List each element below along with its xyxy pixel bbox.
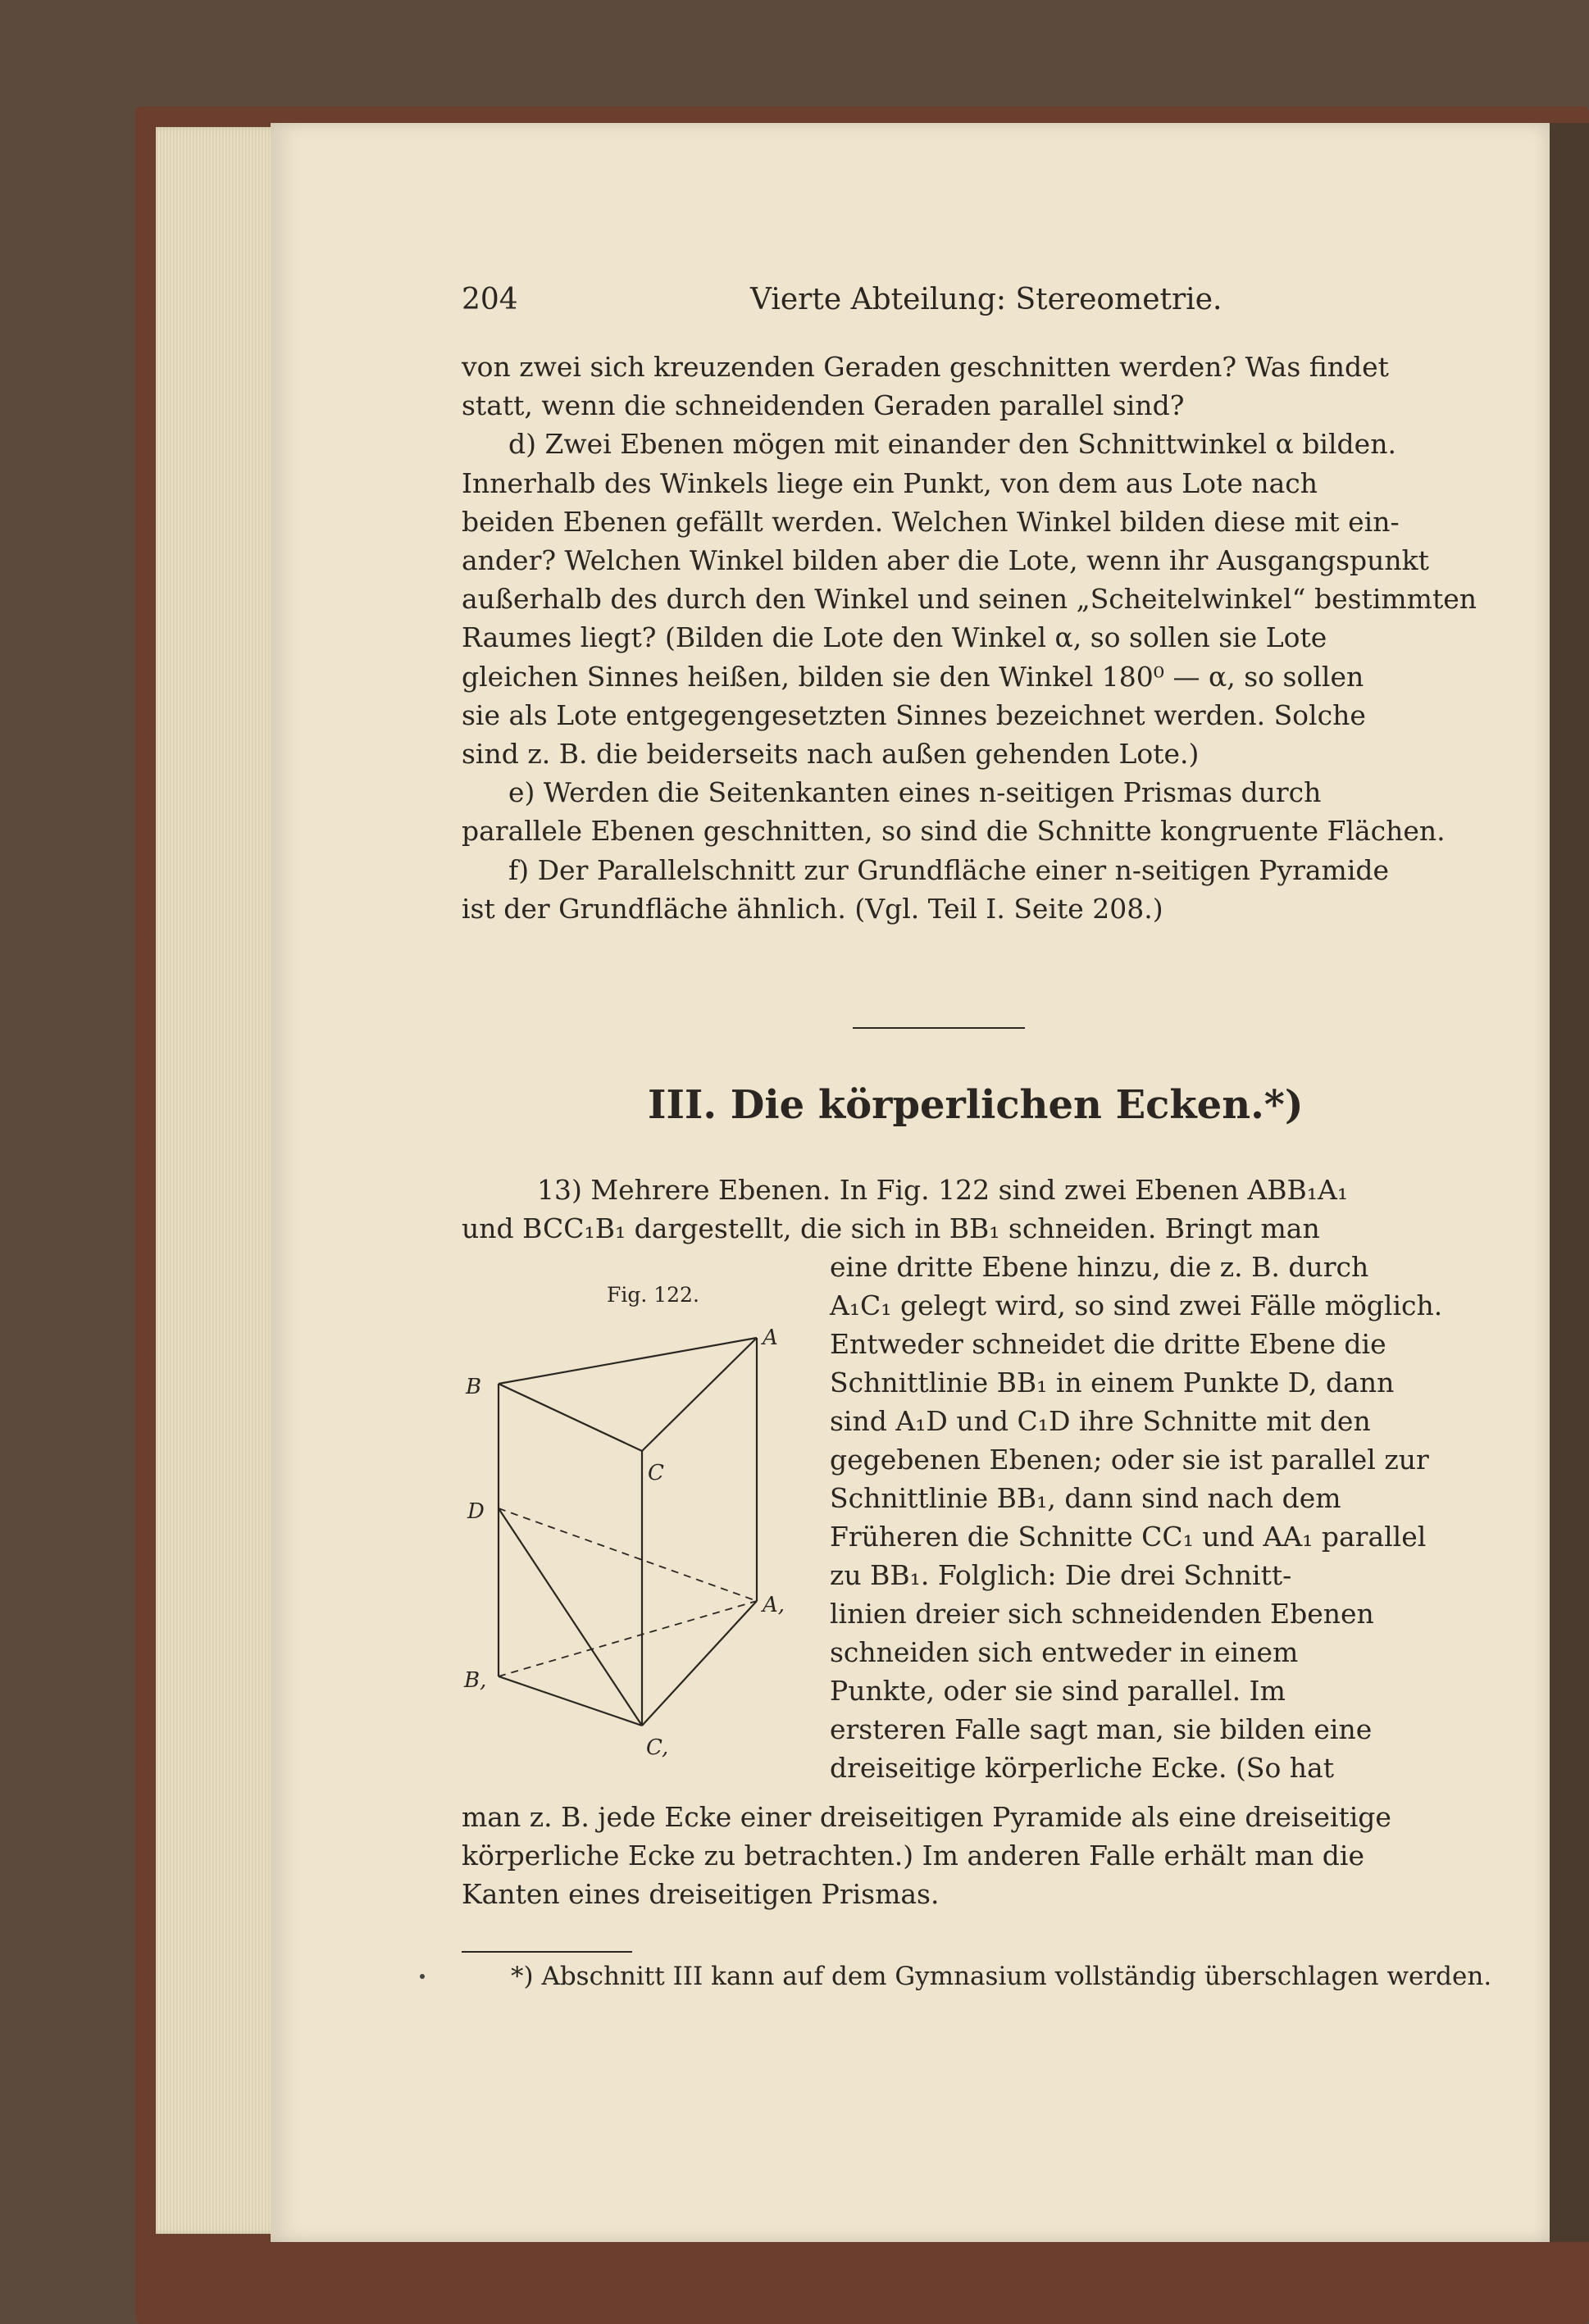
text-line: 13) Mehrere Ebenen. In Fig. 122 sind zwei Ebenen ABB₁A₁	[537, 1174, 1349, 1206]
text-line: statt, wenn die schneidenden Geraden parallel sind?	[462, 389, 1185, 422]
text-line: ersteren Falle sagt man, sie bilden eine	[830, 1713, 1373, 1745]
text-line: Raumes liegt? (Bilden die Lote den Winkel α, so sollen sie Lote	[462, 621, 1327, 654]
text-line: e) Werden die Seitenkanten eines n-seitigen Prismas durch	[508, 776, 1322, 809]
text-line: von zwei sich kreuzenden Geraden geschnitten werden? Was findet	[462, 351, 1389, 383]
label-B: B	[466, 1375, 482, 1399]
text-line: und BCC₁B₁ dargestellt, die sich in BB₁ schneiden. Bringt man	[462, 1212, 1320, 1244]
text-line: gleichen Sinnes heißen, bilden sie den Winkel 180⁰ — α, so sollen	[462, 660, 1364, 693]
text-line: Entweder schneidet die dritte Ebene die	[830, 1328, 1386, 1360]
edge-B1C1	[499, 1676, 642, 1726]
label-D: D	[467, 1499, 485, 1524]
text-line: linien dreier sich schneidenden Ebenen	[830, 1598, 1374, 1630]
edge-A1C1	[642, 1601, 757, 1726]
text-line: gegebenen Ebenen; oder sie ist parallel zur	[830, 1444, 1429, 1476]
section-heading: III. Die körperlichen Ecken.*)	[648, 1082, 1304, 1128]
text-line: ander? Welchen Winkel bilden aber die Lote, wenn ihr Ausgangspunkt	[462, 544, 1429, 576]
text-line: dreiseitige körperliche Ecke. (So hat	[830, 1752, 1334, 1784]
page-number: 204	[462, 283, 518, 316]
text-line: Schnittlinie BB₁, dann sind nach dem	[830, 1482, 1341, 1514]
figure-caption: Fig. 122.	[607, 1283, 699, 1307]
text-line: d) Zwei Ebenen mögen mit einander den Schnittwinkel α bilden.	[508, 428, 1396, 461]
text-line: sind A₁D und C₁D ihre Schnitte mit den	[830, 1405, 1371, 1437]
text-line: Punkte, oder sie sind parallel. Im	[830, 1675, 1286, 1707]
text-line: f) Der Parallelschnitt zur Grundfläche einer n-seitigen Pyramide	[508, 853, 1390, 886]
text-line: Früheren die Schnitte CC₁ und AA₁ parallel	[830, 1521, 1427, 1553]
hidden-edge-B1A1	[499, 1601, 757, 1676]
text-line: sie als Lote entgegengesetzten Sinnes bezeichnet werden. Solche	[462, 698, 1366, 731]
text-line: beiden Ebenen gefällt werden. Welchen Winkel bilden diese mit ein-	[462, 505, 1400, 538]
text-line: außerhalb des durch den Winkel und seinen „Scheitelwinkel“ bestimmten	[462, 583, 1477, 616]
text-line: man z. B. jede Ecke einer dreiseitigen Pyramide als eine dreiseitige	[462, 1801, 1391, 1833]
label-B1: B,	[464, 1668, 487, 1693]
text-line: körperliche Ecke zu betrachten.) Im anderen Falle erhält man die	[462, 1840, 1365, 1871]
text-line: sind z. B. die beiderseits nach außen gehenden Lote.)	[462, 738, 1200, 770]
footnote-rule	[462, 1951, 632, 1953]
label-C: C	[648, 1461, 664, 1485]
line-DC1	[499, 1508, 642, 1726]
page-speck	[420, 1974, 425, 1979]
page-edges	[156, 127, 279, 2234]
line-DA1	[499, 1508, 757, 1601]
text-line: A₁C₁ gelegt wird, so sind zwei Fälle möglich.	[830, 1289, 1443, 1321]
footnote: *) Abschnitt III kann auf dem Gymnasium vollständig überschlagen werden.	[511, 1962, 1492, 1991]
next-page-edge	[1550, 123, 1589, 2242]
running-title: Vierte Abteilung: Stereometrie.	[750, 283, 1222, 316]
text-line: ist der Grundfläche ähnlich. (Vgl. Teil I. Seite 208.)	[462, 892, 1163, 925]
text-line: Schnittlinie BB₁ in einem Punkte D, dann	[830, 1367, 1395, 1398]
edge-BC	[499, 1384, 642, 1451]
figure-prism	[449, 1328, 818, 1787]
section-divider	[853, 1027, 1025, 1029]
label-A: A	[763, 1328, 778, 1350]
text-line: Innerhalb des Winkels liege ein Punkt, von dem aus Lote nach	[462, 466, 1318, 499]
text-line: Kanten eines dreiseitigen Prismas.	[462, 1878, 940, 1910]
label-C1: C,	[646, 1735, 669, 1760]
text-line: eine dritte Ebene hinzu, die z. B. durch	[830, 1251, 1369, 1283]
text-line: schneiden sich entweder in einem	[830, 1636, 1299, 1668]
text-line: zu BB₁. Folglich: Die drei Schnitt-	[830, 1559, 1292, 1591]
text-line: parallele Ebenen geschnitten, so sind die Schnitte kongruente Flächen.	[462, 815, 1446, 848]
label-A1: A,	[763, 1593, 785, 1617]
